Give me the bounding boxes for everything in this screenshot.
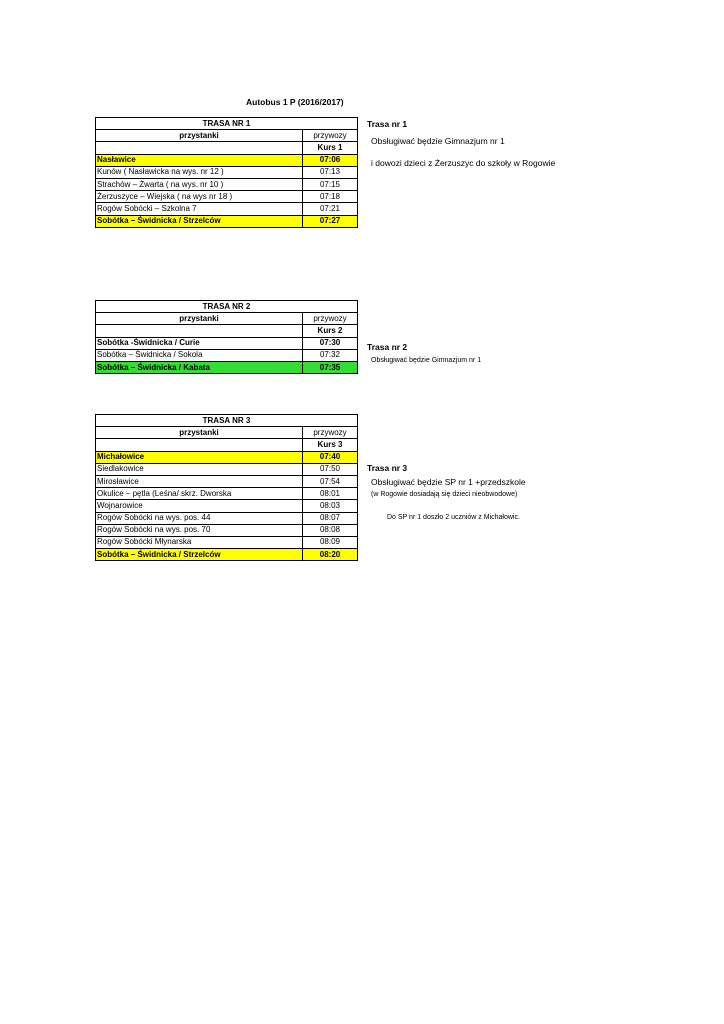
stop-time: 07:54 (303, 475, 358, 487)
stop-time: 07:30 (303, 337, 358, 349)
stop-name: Rogów Sobócki Młynarska (96, 536, 303, 548)
stop-name: Sobótka -Świdnicka / Curie (96, 337, 303, 349)
stop-time: 07:06 (303, 154, 358, 166)
table-row (96, 512, 358, 524)
table-row (96, 215, 358, 227)
table-row (96, 475, 358, 487)
route-1-stops (96, 154, 358, 227)
stop-name: Rogów Sobócki na wys. pos. 44 (96, 512, 303, 524)
route-2-note-line1: Obsługiwać będzie Gimnazjum nr 1 (371, 357, 482, 364)
route-3-empty-cell (96, 439, 303, 451)
stop-time: 07:27 (303, 215, 358, 227)
table-row (96, 361, 358, 373)
stop-name: Nasławice (96, 154, 303, 166)
table-row (96, 500, 358, 512)
stop-time: 07:18 (303, 191, 358, 203)
table-row (96, 549, 358, 561)
route-1-course: Kurs 1 (303, 142, 358, 154)
stop-name: Sobótka – Świdnicka / Sokola (96, 349, 303, 361)
table-row (96, 191, 358, 203)
stop-name: Sobótka – Świdnicka / Kabata (96, 361, 303, 373)
stop-name: Siedlakowice (96, 463, 303, 475)
route-3-header: TRASA NR 3 (96, 415, 358, 427)
route-2-note-title: Trasa nr 2 (367, 342, 408, 352)
table-row (96, 337, 358, 349)
route-1-note-line2: i dowozi dzieci z Żerzuszyc do szkoły w Rogowie (371, 158, 556, 168)
stop-name: Rogów Sobócki – Szkolna 7 (96, 203, 303, 215)
stop-name: Rogów Sobócki na wys. pos. 70 (96, 524, 303, 536)
stop-time: 08:09 (303, 536, 358, 548)
document-title: Autobus 1 P (2016/2017) (246, 97, 344, 107)
table-row (96, 166, 358, 178)
stop-time: 07:40 (303, 451, 358, 463)
table-row (96, 178, 358, 190)
route-3-note-title: Trasa nr 3 (367, 463, 408, 473)
stop-name: Sobótka – Świdnicka / Strzelców (96, 215, 303, 227)
route-1-note-line1: Obsługiwać będzie Gimnazjum nr 1 (371, 136, 505, 146)
route-1-col-stops: przystanki (96, 130, 303, 142)
stop-time: 07:13 (303, 166, 358, 178)
route-1-table (95, 117, 358, 228)
route-2-table (95, 300, 358, 374)
stop-time: 08:03 (303, 500, 358, 512)
route-3-table (95, 414, 358, 561)
stop-name: Sobótka – Świdnicka / Strzelców (96, 549, 303, 561)
route-2-col-courses: przywozy (303, 313, 358, 325)
stop-time: 07:50 (303, 463, 358, 475)
stop-time: 08:01 (303, 488, 358, 500)
stop-time: 07:35 (303, 361, 358, 373)
route-1-note-title: Trasa nr 1 (367, 119, 408, 129)
stop-name: Żerzuszyce – Wiejska ( na wys nr 18 ) (96, 191, 303, 203)
route-1-header: TRASA NR 1 (96, 118, 358, 130)
stop-time: 08:20 (303, 549, 358, 561)
route-3-col-courses: przywozy (303, 427, 358, 439)
table-row (96, 488, 358, 500)
stop-name: Strachów – Żwarta ( na wys. nr 10 ) (96, 178, 303, 190)
route-2-empty-cell (96, 325, 303, 337)
route-3-stops (96, 451, 358, 561)
stop-time: 07:32 (303, 349, 358, 361)
table-row (96, 524, 358, 536)
table-row (96, 451, 358, 463)
route-3-note-line1: Obsługiwać będzie SP nr 1 +przedszkole (371, 477, 526, 487)
stop-name: Wojnarowice (96, 500, 303, 512)
route-3-note-line2: (w Rogowie dosiadają się dzieci nieobwodowe) (371, 491, 518, 498)
table-row (96, 203, 358, 215)
stop-time: 08:08 (303, 524, 358, 536)
stop-name: Mirosławice (96, 475, 303, 487)
table-row (96, 154, 358, 166)
route-1-empty-cell (96, 142, 303, 154)
route-3-course: Kurs 3 (303, 439, 358, 451)
table-row (96, 463, 358, 475)
table-row (96, 349, 358, 361)
route-1-col-courses: przywozy (303, 130, 358, 142)
route-3-note-line3: Do SP nr 1 doszło 2 uczniów z Michałowic. (387, 514, 520, 521)
route-2-header: TRASA NR 2 (96, 301, 358, 313)
route-2-course: Kurs 2 (303, 325, 358, 337)
stop-name: Kunów ( Nasławicka na wys. nr 12 ) (96, 166, 303, 178)
table-row (96, 536, 358, 548)
stop-time: 08:07 (303, 512, 358, 524)
route-2-col-stops: przystanki (96, 313, 303, 325)
stop-name: Michałowice (96, 451, 303, 463)
stop-name: Okulice – pętla (Leśna/ skrz. Dworska (96, 488, 303, 500)
route-2-stops (96, 337, 358, 374)
stop-time: 07:21 (303, 203, 358, 215)
stop-time: 07:15 (303, 178, 358, 190)
route-3-col-stops: przystanki (96, 427, 303, 439)
